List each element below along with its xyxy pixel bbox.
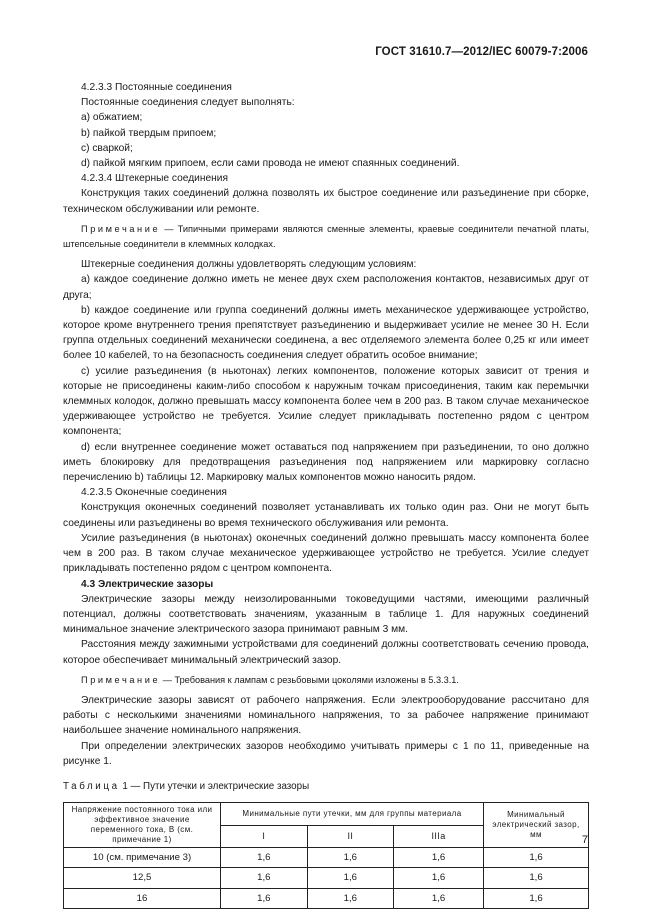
document-header: ГОСТ 31610.7—2012/IEC 60079-7:2006	[375, 46, 588, 58]
paragraph: При определении электрических зазоров необходимо учитывать примеры с 1 по 11, приведенные на рисунке 1.	[63, 740, 589, 767]
note-label: Примечание	[81, 674, 161, 685]
table-cell: 1,6	[394, 848, 484, 868]
note	[63, 222, 589, 252]
creepage-clearance-table	[63, 802, 589, 909]
table-row	[64, 848, 589, 868]
table-header-creepage-group: Минимальные пути утечки, мм для группы материала	[221, 803, 484, 826]
list-item: a) каждое соединение должно иметь не менее двух схем расположения контактов, независимых друг от друга;	[63, 274, 589, 301]
list-item: b) каждое соединение или группа соединений должны иметь механическое удерживающее устройство, которое кроме внутреннего трения препятствует разъединению и выдерживает усилие не менее 30 Н. Если группа отдельных соединений механически соединена, а вес отделяемого элемента более 0,25 кг или имеет более 10 кабелей, то на безопасность соединения следует обратить особое внимание;	[63, 304, 589, 362]
note	[63, 673, 589, 688]
note-label: Примечание	[81, 223, 161, 234]
table-cell: 1,6	[484, 848, 589, 868]
list-item: c) усилие разъединения (в ньютонах) легких компонентов, положение которых зависит от трения и которые не присоединены каким-либо способом к наружным точкам присоединения, таким как перемычки клеммных колодок, должно превышать массу компонента более чем в 200 раз. В таком случае механическое удерживающее устройство не требуется. Усилие следует прикладывать постепенно рядом с центром компонента;	[63, 365, 589, 438]
table-header-voltage: Напряжение постоянного тока или эффективное значение переменного тока, В (см. примечание 1)	[64, 803, 221, 848]
table-cell: 16	[64, 888, 221, 908]
table-subheader-group-i: I	[221, 825, 308, 848]
table-caption-label: Таблица	[63, 780, 120, 792]
table-subheader-group-iiia: IIIa	[394, 825, 484, 848]
table-cell: 1,6	[394, 868, 484, 888]
table-cell: 10 (см. примечание 3)	[64, 848, 221, 868]
table-cell: 1,6	[221, 888, 308, 908]
note-text: — Типичными примерами являются сменные элементы, краевые соединители печатной платы, штепсельные соединители в клеммных колодках.	[63, 223, 589, 250]
table-cell: 1,6	[307, 868, 394, 888]
table-cell: 1,6	[221, 868, 308, 888]
table-header-row	[64, 803, 589, 826]
list-item: b) пайкой твердым припоем;	[81, 127, 217, 139]
list-item: d) пайкой мягким припоем, если сами провода не имеют спаянных соединений.	[81, 158, 460, 170]
paragraph: Электрические зазоры зависят от рабочего напряжения. Если электрооборудование рассчитано для работы с несколькими значениями номинального напряжения, то за рабочее напряжение принимают наибольшее значение номинального напряжения.	[63, 694, 589, 737]
section-heading-4-2-3-3: 4.2.3.3 Постоянные соединения	[81, 82, 232, 93]
table-row	[64, 868, 589, 888]
table-cell: 1,6	[484, 888, 589, 908]
table-subheader-group-ii: II	[307, 825, 394, 848]
page-number: 7	[581, 834, 588, 846]
paragraph: Штекерные соединения должны удовлетворять следующим условиям:	[81, 259, 417, 271]
table-cell: 1,6	[307, 888, 394, 908]
table-cell: 1,6	[394, 888, 484, 908]
table-header-clearance: Минимальный электрический зазор, мм	[484, 803, 589, 848]
table-cell: 12,5	[64, 868, 221, 888]
section-heading-4-3: 4.3 Электрические зазоры	[81, 578, 214, 590]
table-caption-text: 1 — Пути утечки и электрические зазоры	[119, 780, 310, 792]
table-cell: 1,6	[221, 848, 308, 868]
list-item: d) если внутреннее соединение может оставаться под напряжением при разъединении, то оно должно иметь блокировку для предотвращения разъединения под напряжением или маркировку согласно перечислению b) таблицы 12. Маркировку малых компонентов можно наносить рядом.	[63, 441, 589, 484]
table-row	[64, 888, 589, 908]
paragraph: Конструкция таких соединений должна позволять их быстрое соединение или разъединение при сборке, техническом обслуживании или ремонте.	[63, 188, 589, 215]
table-caption	[63, 779, 589, 794]
paragraph: Постоянные соединения следует выполнять:	[81, 97, 295, 109]
table-cell: 1,6	[307, 848, 394, 868]
section-heading-4-2-3-5: 4.2.3.5 Оконечные соединения	[81, 487, 227, 499]
list-item: c) сваркой;	[81, 142, 133, 154]
table-cell: 1,6	[484, 868, 589, 888]
list-item: a) обжатием;	[81, 112, 143, 124]
section-heading-4-2-3-4: 4.2.3.4 Штекерные соединения	[81, 173, 228, 185]
note-text: — Требования к лампам с резьбовыми цоколями изложены в 5.3.3.1.	[160, 674, 459, 685]
paragraph: Усилие разъединения (в ньютонах) оконечных соединений должно превышать массу компонента более чем в 200 раз. В таком случае механическое удерживающее устройство не требуется. Усилие следует прикладывать постепенно рядом с центром компонента.	[63, 532, 589, 575]
paragraph: Электрические зазоры между неизолированными токоведущими частями, имеющими различный потенциал, должны соответствовать значениям, указанным в таблице 1. Для наружных соединений минимальное значение электрического зазора принимают равным 3 мм.	[63, 593, 589, 636]
document-body	[63, 80, 589, 909]
paragraph: Конструкция оконечных соединений позволяет устанавливать их только один раз. Они не могут быть соединены или разъединены во время технического обслуживания или ремонта.	[63, 502, 589, 529]
paragraph: Расстояния между зажимными устройствами для соединений должны соответствовать сечению провода, которое обеспечивает минимальный электрический зазор.	[63, 639, 589, 666]
